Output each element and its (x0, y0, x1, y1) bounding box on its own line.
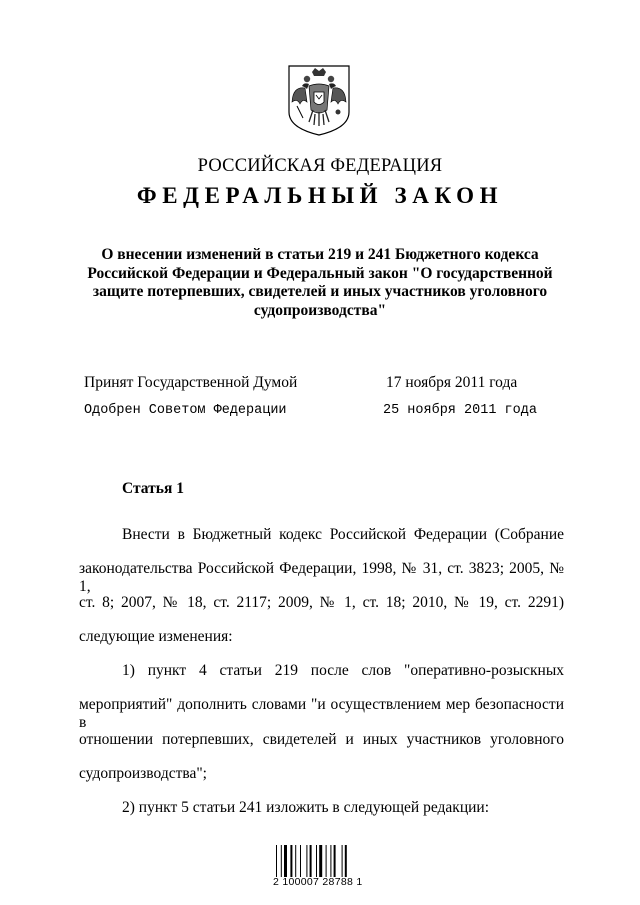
barcode-bar (306, 845, 307, 877)
barcode-bar (345, 845, 347, 877)
law-title-line: Российской Федерации и Федеральный закон "О государственной (87, 264, 553, 282)
article-item-line: мероприятий" дополнить словами "и осуществлением мер безопасности в (79, 696, 564, 731)
barcode-bar (300, 845, 301, 877)
barcode (276, 845, 360, 877)
barcode-bar (330, 845, 331, 877)
barcode-bar (319, 845, 322, 877)
law-title-line: судопроизводства" (253, 301, 387, 319)
article-item-line: судопроизводства"; (79, 765, 207, 782)
law-title-line: О внесении изменений в статьи 219 и 241 Бюджетного кодекса (101, 246, 539, 263)
barcode-bar (334, 845, 336, 877)
article-paragraph-line: ст. 8; 2007, № 18, ст. 2117; 2009, № 1, ст. 18; 2010, № 19, ст. 2291) (79, 594, 564, 611)
country-heading: РОССИЙСКАЯ ФЕДЕРАЦИЯ (197, 156, 443, 176)
article-paragraph-line: следующие изменения: (79, 628, 233, 645)
article-item-line: 2) пункт 5 статьи 241 изложить в следующей редакции: (122, 799, 490, 816)
barcode-bar (281, 845, 282, 877)
barcode-bar (284, 845, 287, 877)
article-paragraph-line: законодательства Российской Федерации, 1998, № 31, ст. 3823; 2005, № 1, (79, 560, 564, 595)
barcode-bar (290, 845, 292, 877)
barcode-bar (276, 845, 277, 877)
approval-council-label: Одобрен Советом Федерации (84, 403, 287, 418)
coat-of-arms-emblem (285, 62, 353, 138)
barcode-bar (326, 845, 327, 877)
law-type-heading: ФЕДЕРАЛЬНЫЙ ЗАКОН (136, 183, 504, 208)
article-paragraph-line: Внести в Бюджетный кодекс Российской Федерации (Собрание (122, 526, 564, 543)
approval-council-date: 25 ноября 2011 года (383, 403, 537, 418)
barcode-bar (310, 845, 312, 877)
barcode-bar (295, 845, 296, 877)
law-title (80, 246, 560, 320)
article-heading: Статья 1 (122, 480, 184, 497)
law-title-line: защите потерпевших, свидетелей и иных участников уголовного (92, 283, 548, 300)
barcode-bar (342, 845, 343, 877)
adoption-duma-label: Принят Государственной Думой (84, 374, 298, 391)
barcode-bar (316, 845, 317, 877)
adoption-duma-date: 17 ноября 2011 года (386, 374, 518, 391)
article-item-line: 1) пункт 4 статьи 219 после слов "оперативно-розыскных (122, 662, 564, 679)
article-item-line: отношении потерпевших, свидетелей и иных участников уголовного (79, 731, 564, 748)
barcode-number: 2 100007 28788 1 (273, 876, 363, 888)
